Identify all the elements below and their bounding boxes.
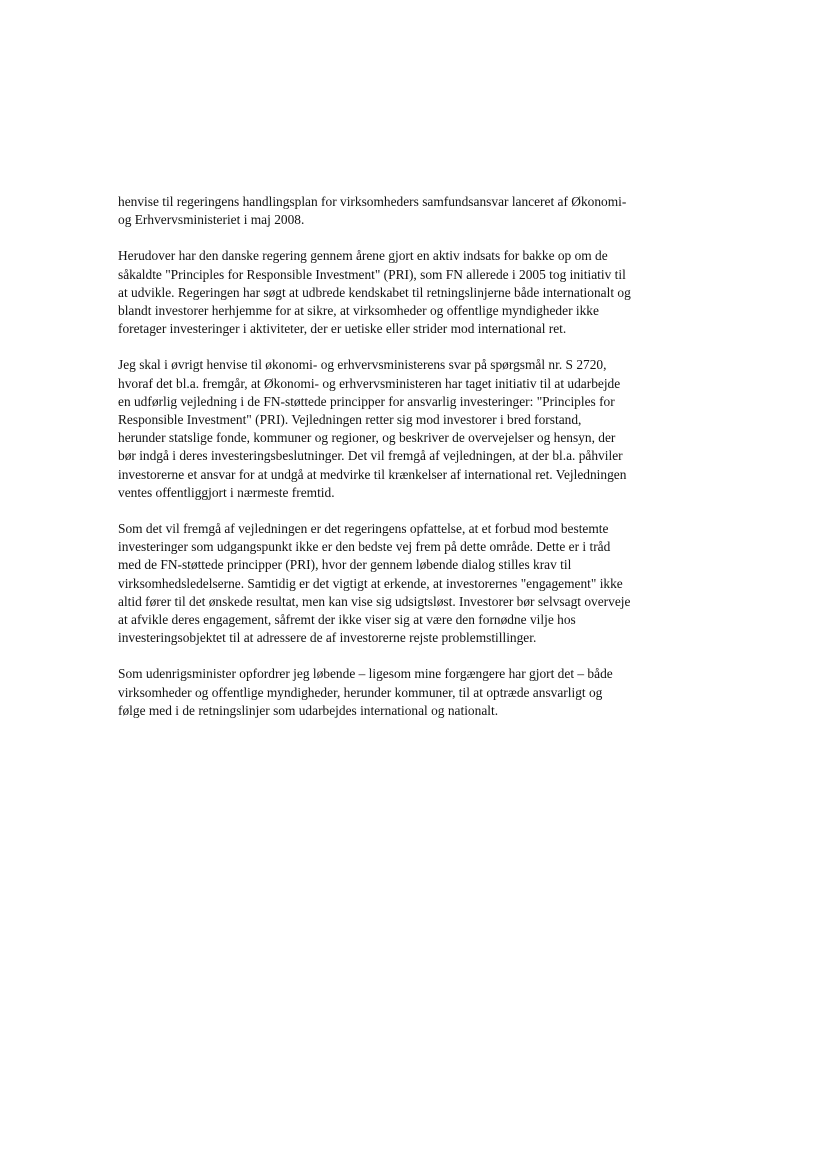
text-line: foretager investeringer i aktiviteter, der er uetiske eller strider mod international ret.: [118, 321, 567, 337]
document-body: [118, 193, 718, 720]
text-line: Responsible Investment" (PRI). Vejledningen retter sig mod investorer i bred forstand,: [118, 412, 582, 428]
text-line: med de FN-støttede principper (PRI), hvor der gennem løbende dialog stilles krav til: [118, 557, 572, 573]
text-line: og Erhvervsministeriet i maj 2008.: [118, 212, 305, 228]
text-line: investeringsobjektet til at adressere de af investorerne rejste problemstillinger.: [118, 630, 537, 646]
text-line: investorerne et ansvar for at undgå at medvirke til krænkelser af international ret. Vejledningen: [118, 466, 627, 482]
text-line: Herudover har den danske regering gennem årene gjort en aktiv indsats for bakke op om de: [118, 248, 608, 264]
text-line: herunder statslige fonde, kommuner og regioner, og beskriver de overvejelser og hensyn, der: [118, 430, 616, 446]
paragraph-3: [118, 356, 718, 502]
text-line: blandt investorer herhjemme for at sikre, at virksomheder og offentlige myndigheder ikke: [118, 303, 599, 319]
paragraph-4: [118, 520, 718, 647]
text-line: Som udenrigsminister opfordrer jeg løbende – ligesom mine forgængere har gjort det – både: [118, 666, 613, 682]
text-line: virksomheder og offentlige myndigheder, herunder kommuner, til at optræde ansvarligt og: [118, 684, 603, 700]
text-line: Jeg skal i øvrigt henvise til økonomi- og erhvervsministerens svar på spørgsmål nr. S 2720,: [118, 357, 607, 373]
text-line: altid fører til det ønskede resultat, men kan vise sig udsigtsløst. Investorer bør selvsagt overveje: [118, 593, 631, 609]
text-line: at udvikle. Regeringen har søgt at udbrede kendskabet til retningslinjerne både internationalt og: [118, 284, 631, 300]
text-line: hvoraf det bl.a. fremgår, at Økonomi- og erhvervsministeren har taget initiativ til at udarbejde: [118, 375, 621, 391]
text-line: henvise til regeringens handlingsplan for virksomheders samfundsansvar lanceret af Økonomi-: [118, 194, 627, 209]
paragraph-5: [118, 665, 718, 720]
text-line: at afvikle deres engagement, såfremt der ikke viser sig at være den fornødne vilje hos: [118, 612, 576, 628]
text-line: ventes offentliggjort i nærmeste fremtid.: [118, 484, 335, 500]
text-line: såkaldte "Principles for Responsible Investment" (PRI), som FN allerede i 2005 tog initiativ til: [118, 266, 626, 282]
text-line: virksomhedsledelserne. Samtidig er det vigtigt at erkende, at investorernes "engagement" ikke: [118, 575, 623, 591]
text-line: følge med i de retningslinjer som udarbejdes international og nationalt.: [118, 702, 499, 718]
text-line: en udførlig vejledning i de FN-støttede principper for ansvarlig investeringer: "Principles for: [118, 393, 615, 409]
text-line: investeringer som udgangspunkt ikke er den bedste vej frem på dette område. Dette er i tråd: [118, 539, 611, 555]
text-line: bør indgå i deres investeringsbeslutninger. Det vil fremgå af vejledningen, at der bl.a. påhviler: [118, 448, 623, 464]
text-line: Som det vil fremgå af vejledningen er det regeringens opfattelse, at et forbud mod bestemte: [118, 521, 609, 537]
paragraph-2: [118, 247, 718, 338]
paragraph-1: [118, 193, 718, 229]
